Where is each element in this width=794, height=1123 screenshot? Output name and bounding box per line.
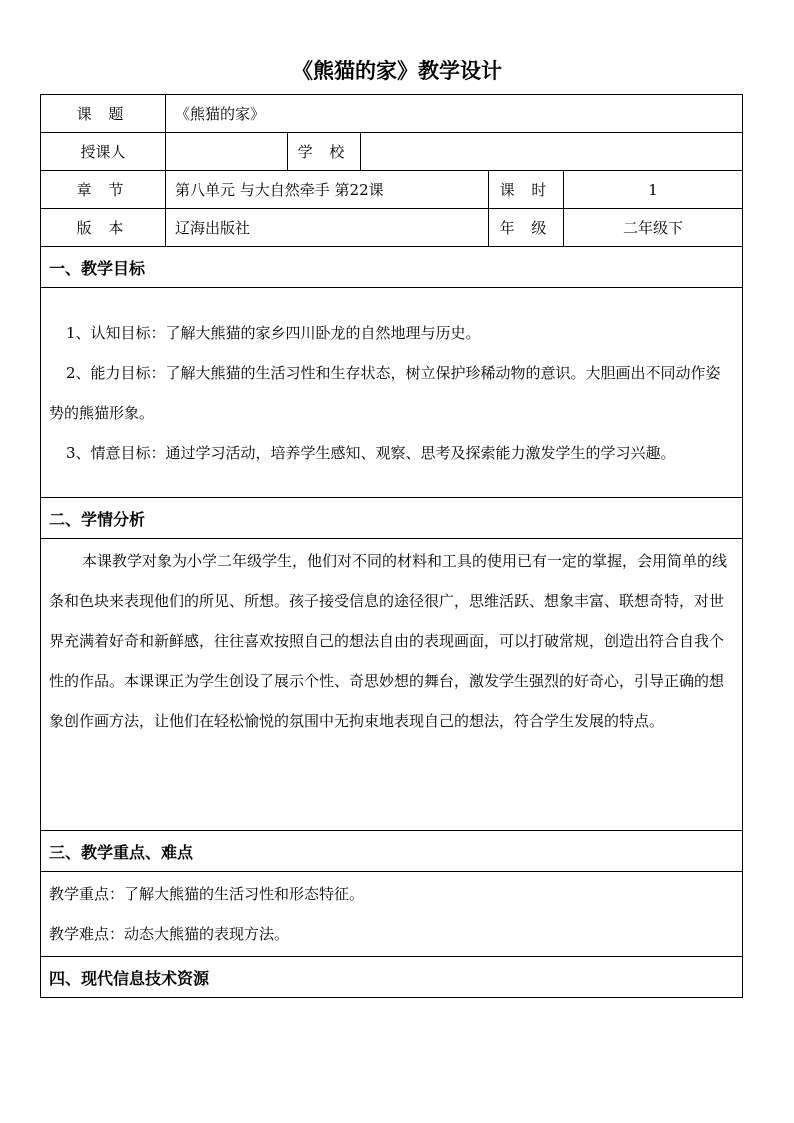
grade-value: 二年级下 [564,209,743,247]
school-value [361,133,743,171]
row-analysis-heading [41,498,743,539]
edition-label: 版 本 [41,209,166,247]
lesson-plan-table [40,94,743,998]
school-label: 学 校 [288,133,361,171]
keypoints-heading: 三、教学重点、难点 [41,831,743,872]
topic-value: 《熊猫的家》 [166,95,743,133]
analysis-heading: 二、学情分析 [41,498,743,539]
goal-item: 2、能力目标：了解大熊猫的生活习性和生存状态，树立保护珍稀动物的意识。大胆画出不同动作姿势的熊猫形象。 [49,363,721,422]
chapter-value: 第八单元 与大自然牵手 第22课 [166,171,489,209]
teaching-focus: 教学重点：了解大熊猫的生活习性和形态特征。 [49,885,365,903]
chapter-label: 章 节 [41,171,166,209]
grade-label: 年 级 [489,209,564,247]
row-topic [41,95,743,133]
document-title: 《熊猫的家》教学设计 [292,59,502,83]
row-analysis-content [41,539,743,831]
resources-heading: 四、现代信息技术资源 [41,957,743,998]
row-goals-content [41,288,743,498]
teacher-label: 授课人 [41,133,166,171]
row-edition [41,209,743,247]
goals-heading: 一、教学目标 [41,247,743,288]
row-keypoints-content [41,872,743,957]
analysis-content [41,539,743,831]
goal-item: 3、情意目标：通过学习活动，培养学生感知、观察、思考及探索能力激发学生的学习兴趣。 [66,443,676,462]
row-resources-heading [41,957,743,998]
teaching-difficulty: 教学难点：动态大熊猫的表现方法。 [49,925,290,943]
teacher-value [166,133,288,171]
hours-value: 1 [564,171,743,209]
topic-label: 课 题 [41,95,166,133]
row-goals-heading [41,247,743,288]
row-keypoints-heading [41,831,743,872]
hours-label: 课 时 [489,171,564,209]
row-chapter [41,171,743,209]
edition-value: 辽海出版社 [166,209,489,247]
goal-item: 1、认知目标：了解大熊猫的家乡四川卧龙的自然地理与历史。 [66,323,481,342]
goals-content [41,288,743,498]
keypoints-content [41,872,743,957]
analysis-text: 本课教学对象为小学二年级学生，他们对不同的材料和工具的使用已有一定的掌握，会用简单的线条和色块来表现他们的所见、所想。孩子接受信息的途径很广，思维活跃、想象丰富、联想奇特，对世界充满着好奇和新鲜感，往往喜欢按照自己的想法自由的表现画面，可以打破常规，创造出符合自我个性的作品。本课课正为学生创设了展示个性、奇思妙想的舞台，激发学生强烈的好奇心，引导正确的想象创作画方法，让他们在轻松愉悦的氛围中无拘束地表现自己的想法，符合学生发展的特点。 [49,552,728,730]
row-teacher [41,133,743,171]
